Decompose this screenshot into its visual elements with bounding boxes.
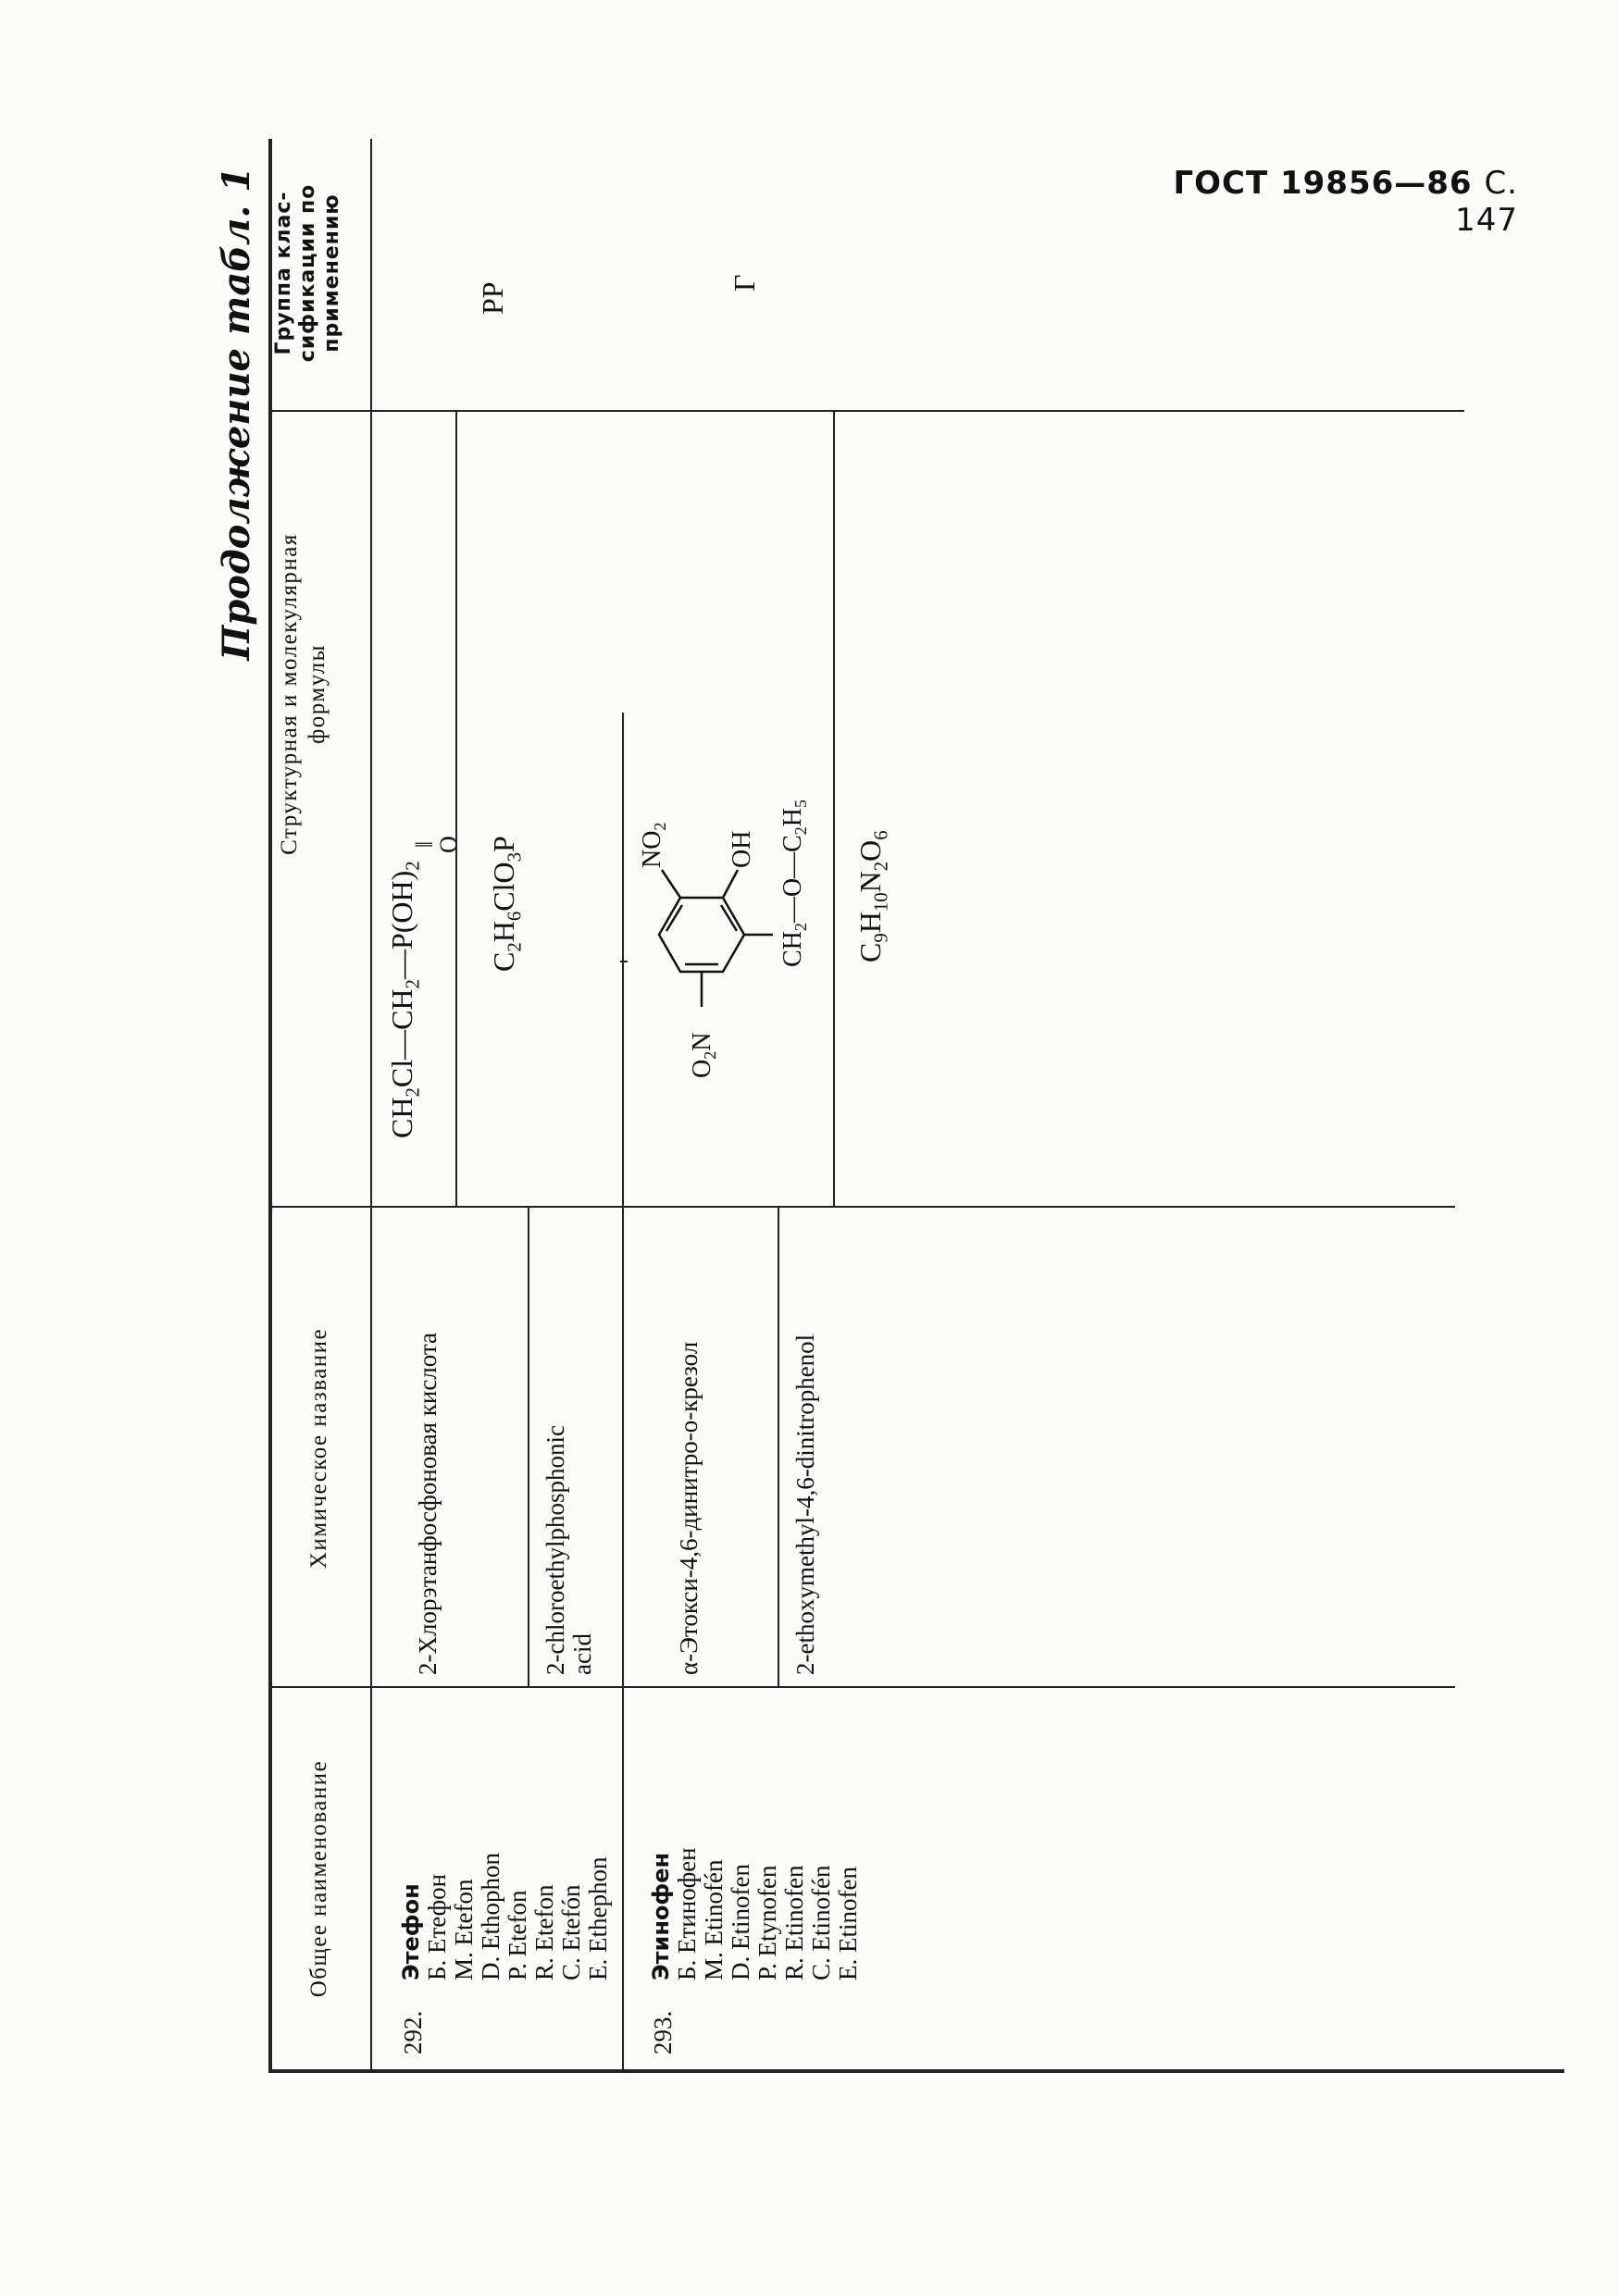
header-bottom-rule xyxy=(370,139,372,2073)
row-293-group: Г xyxy=(728,274,761,292)
synonym: D. Ethophon xyxy=(477,1853,504,1980)
synonym: D. Etinofen xyxy=(727,1864,754,1980)
side-chain-label: $CH_2—O—C_2H_5$ xyxy=(778,799,810,967)
synonym: Б. Етефон xyxy=(423,1873,451,1980)
row-292-synonyms xyxy=(424,1853,612,1980)
table-caption: Продолжение табл. 1 xyxy=(215,167,258,661)
header-formula: Структурная и молекулярная формулы xyxy=(277,533,330,855)
synonym: E. Etinofen xyxy=(834,1867,862,1980)
synonym: R. Etinofen xyxy=(780,1865,808,1980)
row-292-structure: $CH_2Cl—CH_2—P(OH)_2$ xyxy=(385,861,424,1138)
row-293-chem-ru: α-Этокси-4,6-динитро-о-крезол xyxy=(675,1341,703,1675)
row-293-molecular: $C_9H_{10}N_2O_6$ xyxy=(853,830,892,962)
row-293-synonyms xyxy=(674,1847,862,1980)
header-group: Группа клас- сификации по применению xyxy=(272,183,343,363)
r293-en-divider xyxy=(778,1207,779,1686)
r293-sep-formula xyxy=(622,410,1464,412)
synonym: М. Etinofén xyxy=(700,1859,728,1980)
synonym: C. Etefón xyxy=(557,1884,585,1980)
row-293-name: Этинофен xyxy=(648,1852,674,1980)
row-292-chem-en: 2-chloroethylphosphonic acid xyxy=(541,1425,596,1675)
synonym: E. Ethephon xyxy=(584,1856,612,1980)
synonym: P. Etefon xyxy=(504,1890,531,1980)
row-292-structure-oxygen: ‖ O xyxy=(411,836,462,853)
col-sep-3 xyxy=(268,410,372,412)
standard-number: ГОСТ 19856—86 xyxy=(1173,165,1473,202)
col-sep-1 xyxy=(268,1686,372,1688)
row-sep-292 xyxy=(622,713,624,2073)
r292-sep-formula xyxy=(372,410,622,412)
row-293-number: 293. xyxy=(649,2010,677,2054)
row-292-chem-ru: 2-Хлорэтанфосфоновая кислота xyxy=(414,1332,442,1675)
table-left-rule xyxy=(268,2069,1564,2073)
row-293-chem-en: 2-ethoxymethyl-4,6-dinitrophenol xyxy=(791,1334,819,1675)
synonym: C. Etinofén xyxy=(807,1865,835,1980)
r292-mol-divider xyxy=(455,412,457,1206)
row-292-name: Этефон xyxy=(398,1883,424,1980)
r292-sep-name xyxy=(372,1686,622,1688)
synonym: P. Etynofen xyxy=(753,1865,781,1980)
row-292-group: РР xyxy=(476,281,509,315)
r292-sep-chem xyxy=(372,1206,622,1208)
header-common-name: Общее наименование xyxy=(306,1759,331,1998)
page-number: С. 147 xyxy=(1455,165,1518,239)
oh-label: OH xyxy=(728,830,756,868)
header-chemical-name: Химическое название xyxy=(306,1327,331,1570)
col-sep-2 xyxy=(268,1206,372,1208)
r292-en-divider xyxy=(528,1207,529,1686)
rotated-table xyxy=(215,130,1574,2073)
r293-sep-chem xyxy=(622,1206,1455,1208)
row-292-molecular: $C_2H_6ClO_3P$ xyxy=(487,836,526,972)
r293-sep-name xyxy=(622,1686,1455,1688)
row-293-structure xyxy=(625,481,838,1166)
synonym: Б. Етинофен xyxy=(673,1847,701,1980)
synonym: М. Etefon xyxy=(450,1879,478,1980)
synonym: R. Etefon xyxy=(530,1884,558,1980)
o2n-label: $O_2N$ xyxy=(688,1032,719,1078)
row-292-number: 292. xyxy=(399,2010,427,2054)
no2-label: $NO_2$ xyxy=(638,822,669,868)
table-top-rule xyxy=(268,139,272,2073)
